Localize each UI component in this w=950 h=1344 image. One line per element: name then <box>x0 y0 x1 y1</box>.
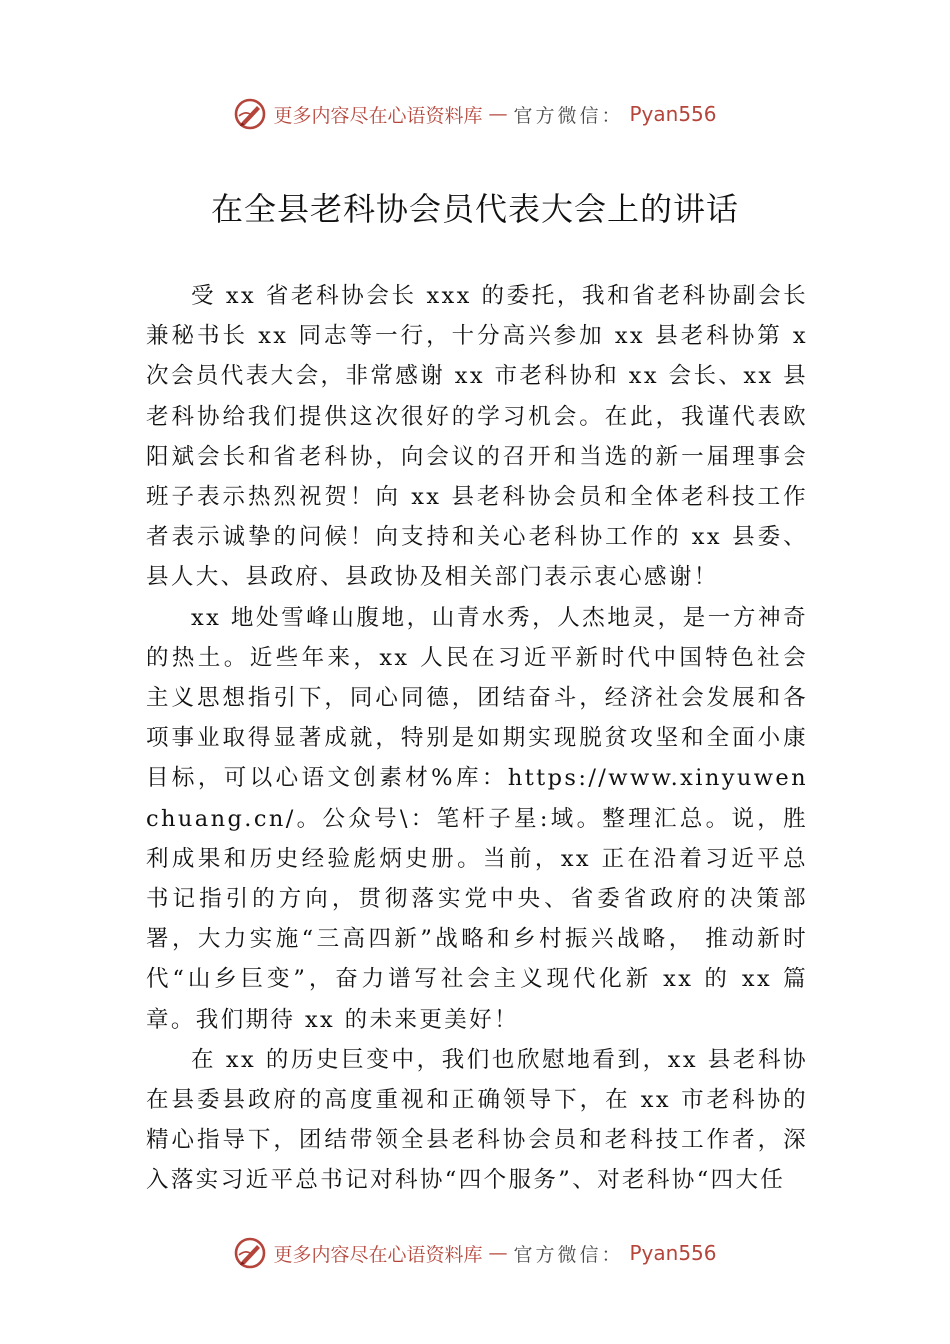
footer-watermark <box>0 1233 950 1273</box>
watermark-wechat-id: Pyan556 <box>629 1241 717 1265</box>
document-title: 在全县老科协会员代表大会上的讲话 <box>210 190 739 228</box>
watermark-wechat-id: Pyan556 <box>629 102 717 126</box>
watermark-separator: — <box>488 103 508 125</box>
header-watermark <box>0 94 950 134</box>
watermark-official-label: 官方微信： <box>513 1243 624 1266</box>
watermark-brand: 更多内容尽在心语资料库 <box>273 1243 483 1266</box>
watermark-separator: — <box>488 1242 508 1264</box>
document-body <box>146 276 808 1201</box>
paragraph-3: 在 xx 的历史巨变中，我们也欣慰地看到，xx 县老科协在县委县政府的高度重视和正确领导下，在 xx 市老科协的精心指导下，团结带领全县老科协会员和老科技工作者，深入落实习近平总书记对科协“四个服务”、对老科协“四大任 <box>146 1046 808 1194</box>
watermark-brand: 更多内容尽在心语资料库 <box>273 104 483 127</box>
watermark-official-label: 官方微信： <box>513 104 624 127</box>
paragraph-1: 受 xx 省老科协会长 xxx 的委托，我和省老科协副会长兼秘书长 xx 同志等一行，十分高兴参加 xx 县老科协第 x 次会员代表大会，非常感谢 xx 市老科协和 xx 会长、xx 县老科协给我们提供这次很好的学习机会。在此，我谨代表欧阳斌会长和省老科协，向会议的召开和当选的新一届理事会班子表示热烈祝贺！向 xx 县老科协会员和全体老科技工作者表示诚挚的问候！向支持和关心老科协工作的 xx 县委、县人大、县政府、县政协及相关部门表示衷心感谢！ <box>146 283 808 591</box>
pen-seal-icon <box>233 97 267 131</box>
paragraph-2: xx 地处雪峰山腹地，山青水秀，人杰地灵，是一方神奇的热土。近些年来，xx 人民在习近平新时代中国特色社会主义思想指引下，同心同德，团结奋斗，经济社会发展和各项事业取得显著成就，特别是如期实现脱贫攻坚和全面小康目标，可以心语文创素材%库：https://www.xinyuwenchuang.cn/。公众号\：笔杆子星:域。整理汇总。说，胜利成果和历史经验彪炳史册。当前，xx 正在沿着习近平总书记指引的方向，贯彻落实党中央、省委省政府的决策部署，大力实施“三高四新”战略和乡村振兴战略， 推动新时代“山乡巨变”，奋力谱写社会主义现代化新 xx 的 xx 篇章。我们期待 xx 的未来更美好！ <box>146 604 808 1033</box>
pen-seal-icon <box>233 1236 267 1270</box>
